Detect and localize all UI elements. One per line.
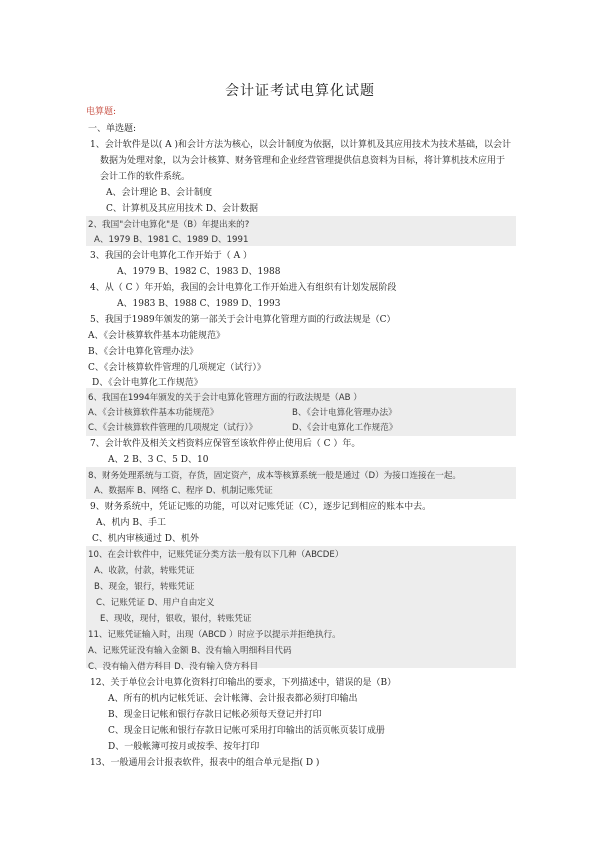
q4-options: A、1983 B、1988 C、1989 D、1993 [117,299,281,309]
section-heading: 电算题: [86,107,117,117]
q10-option-b: B、现金，银行，转账凭证 [94,582,195,592]
q12-option-d: D、一般帐簿可按月或按季、按年打印 [108,742,260,752]
q13-question: 13、一般通用会计报表软件，报表中的组合单元是指( D ) [90,758,320,768]
q6-option-a: A、《会计核算软件基本功能规范》 [88,408,219,418]
q10-option-cd: C、记账凭证 D、用户自由定义 [96,598,215,608]
q2-question: 2、我国"会计电算化"是（B）年提出来的? [88,220,250,230]
q1-line-2: 数据为处理对象，以为会计核算、财务管理和企业经营管理提供信息资料为目标，将计算机技术应用于 [100,156,506,166]
q8-question: 8、财务处理系统与工资，存货，固定资产，成本等核算系统一般是通过（D）为接口连接在一起。 [88,471,462,481]
q9-options-1: A、机内 B、手工 [96,518,166,528]
q5-question: 5、我国于1989年颁发的第一部关于会计电算化管理方面的行政法规是（C） [90,315,396,325]
q1-options-1: A、会计理论 B、会计制度 [106,188,212,198]
q9-options-2: C、机内审核通过 D、机外 [92,534,199,544]
q6-question: 6、我国在1994年颁发的关于会计电算化管理方面的行政法规是（AB ） [88,393,362,403]
q9-question: 9、财务系统中，凭证记账的功能，可以对记账凭证（C），逐步记到相应的账本中去。 [90,502,432,512]
q10-option-e: E、现收，现付，银收，银付，转账凭证 [100,614,252,624]
q6-option-b: B、《会计电算化管理办法》 [292,408,397,418]
q1-line-3: 会计工作的软件系统。 [100,172,191,182]
q11-question: 11、记账凭证输入时，出现（ABCD ）时应予以提示并拒绝执行。 [88,630,341,640]
q7-options: A、2 B、3 C、5 D、10 [108,455,209,465]
q1-options-2: C、计算机及其应用技术 D、会计数据 [106,204,258,214]
q6-option-c: C、《会计核算软件管理的几项规定（试行）》 [88,423,258,433]
q12-option-c: C、现金日记帐和银行存款日记帐可采用打印输出的活页帐页装订成册 [108,726,385,736]
q5-option-d: D、《会计电算化工作规范》 [92,378,203,388]
q10-option-a: A、收款，付款，转账凭证 [94,566,195,576]
q8-options: A、数据库 B、网络 C、程序 D、机制记账凭证 [94,486,273,496]
q12-option-b: B、现金日记帐和银行存款日记帐必须每天登记并打印 [108,710,322,720]
q4-question: 4、从（ C ）年开始，我国的会计电算化工作开始进入有组织有计划发展阶段 [90,283,397,293]
q1-line-1: 1、会计软件是以( A )和会计方法为核心，以会计制度为依据，以计算机及其应用技术为技术基础，以会计 [90,140,511,150]
q11-options-2: C、没有输入借方科目 D、没有输入贷方科目 [88,662,259,672]
page-title: 会计证考试电算化试题 [225,83,375,99]
q5-option-c: C、《会计核算软件管理的几项规定（试行）》 [88,363,266,373]
q5-option-b: B、《会计电算化管理办法》 [88,347,199,357]
q12-question: 12、关于单位会计电算化资料打印输出的要求，下列描述中，错误的是（B） [90,678,397,688]
q3-question: 3、我国的会计电算化工作开始于（ A ） [90,251,252,261]
q12-option-a: A、所有的机内记帐凭证、会计帐簿、会计报表都必须打印输出 [108,694,358,704]
q2-options: A、1979 B、1981 C、1989 D、1991 [94,235,249,245]
q7-question: 7、会计软件及相关文档资料应保管至该软件停止使用后（ C ）年。 [90,439,361,449]
q3-options: A、1979 B、1982 C、1983 D、1988 [117,267,281,277]
q10-question: 10、在会计软件中，记账凭证分类方法一般有以下几种（ABCDE） [88,550,344,560]
q5-option-a: A、《会计核算软件基本功能规范》 [88,331,226,341]
q11-options-1: A、记账凭证没有输入金额 B、没有输入明细科目代码 [88,646,292,656]
subsection-heading: 一、单选题: [88,124,137,134]
q6-option-d: D、《会计电算化工作规范》 [292,423,398,433]
